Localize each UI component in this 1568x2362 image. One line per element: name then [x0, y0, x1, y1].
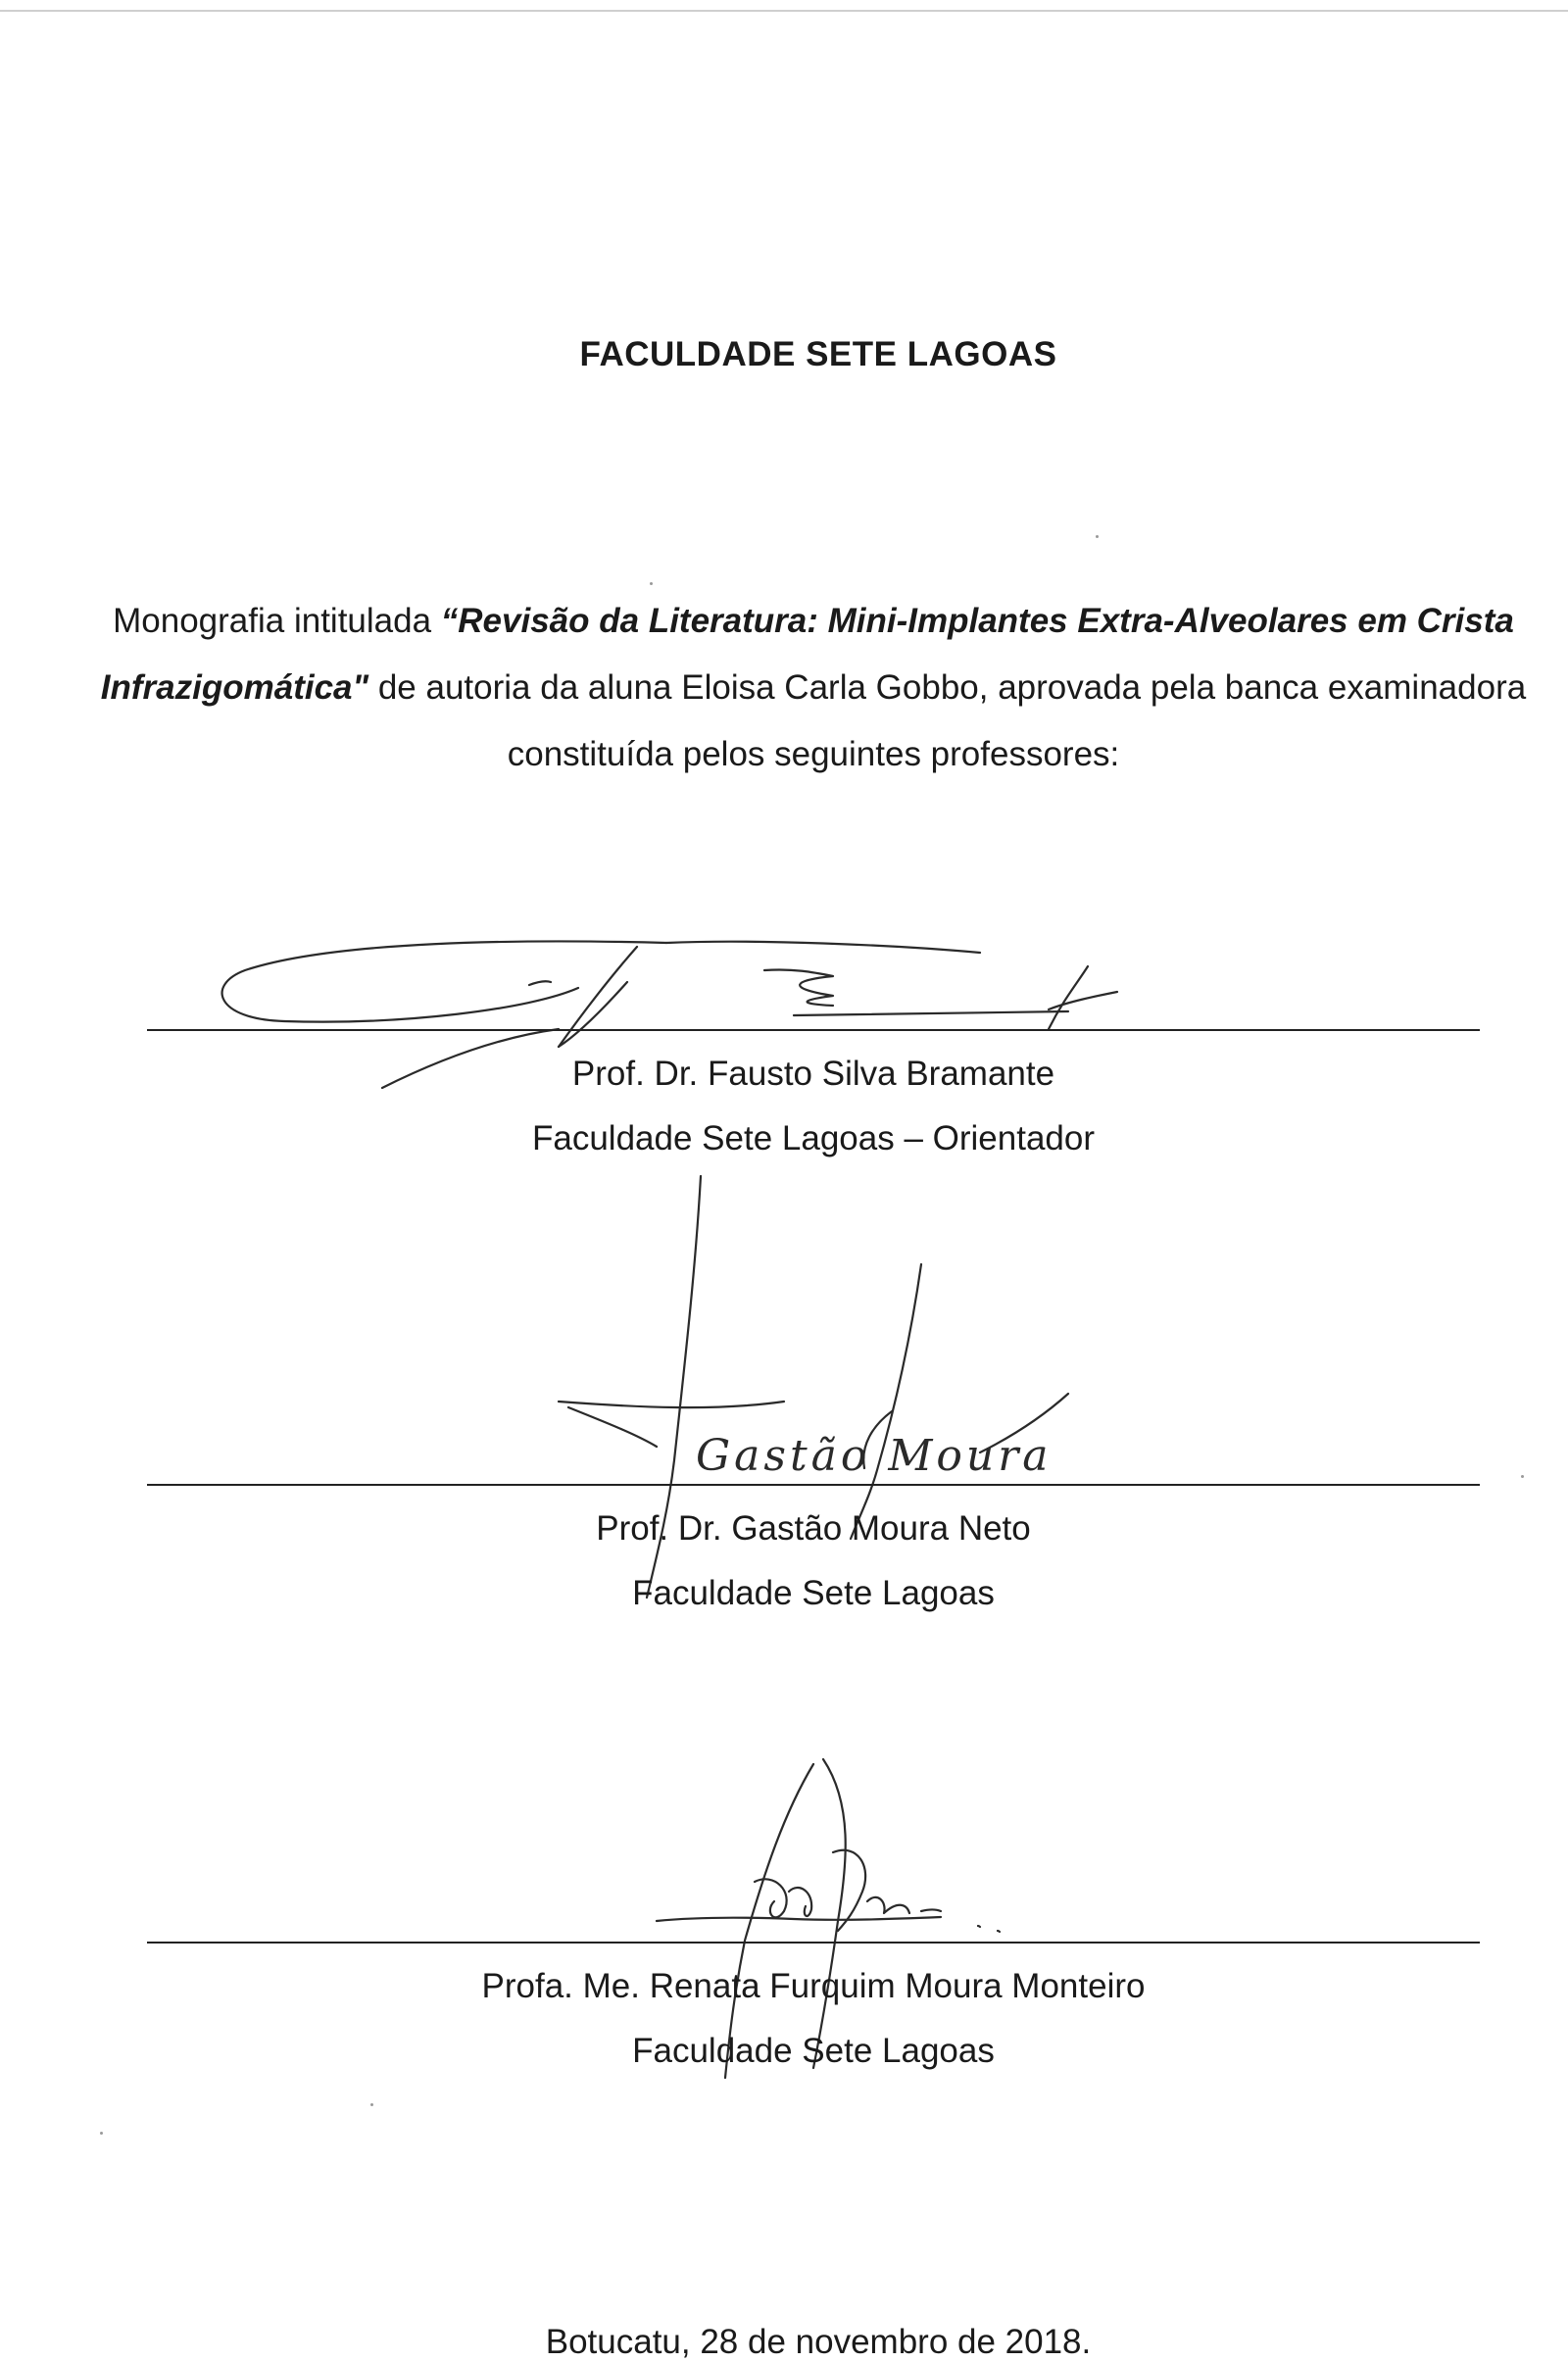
- scan-edge-divider: [0, 10, 1568, 12]
- scan-speck: [1521, 1475, 1524, 1478]
- signature-line: [147, 1029, 1480, 1031]
- scan-speck: [370, 2103, 373, 2106]
- signature-2-script: Gastão Moura: [696, 1431, 1053, 1481]
- scan-speck: [1096, 535, 1099, 538]
- statement-intro: Monografia intitulada: [113, 602, 441, 640]
- examiner-name: Prof. Dr. Fausto Silva Bramante: [571, 1055, 1055, 1093]
- examiner-name: Profa. Me. Renata Furquim Moura Monteiro: [481, 1967, 1146, 2005]
- approval-statement: [78, 588, 1548, 788]
- statement-rest: de autoria da aluna Eloisa Carla Gobbo, aprovada pela banca examinadora constituída pelos seguintes professores:: [368, 668, 1527, 773]
- signature-line: [147, 1942, 1480, 1944]
- signature-3-handwritten-signature: [627, 1745, 1039, 2078]
- examiner-affiliation: Faculdade Sete Lagoas – Orientador: [532, 1119, 1095, 1157]
- monograph-title: “Revisão da Literatura: Mini-Implantes Extra-Alveolares em Crista Infrazigomática": [100, 602, 1514, 707]
- institution-heading: FACULDADE SETE LAGOAS: [579, 335, 1057, 373]
- scan-speck: [100, 2132, 103, 2135]
- date-location-line: Botucatu, 28 de novembro de 2018.: [545, 2323, 1092, 2361]
- scan-speck: [650, 582, 653, 585]
- examiner-name: Prof. Dr. Gastão Moura Neto: [596, 1509, 1031, 1548]
- signature-line: [147, 1484, 1480, 1486]
- examiner-affiliation: Faculdade Sete Lagoas: [632, 2032, 995, 2070]
- examiner-affiliation: Faculdade Sete Lagoas: [632, 1574, 995, 1612]
